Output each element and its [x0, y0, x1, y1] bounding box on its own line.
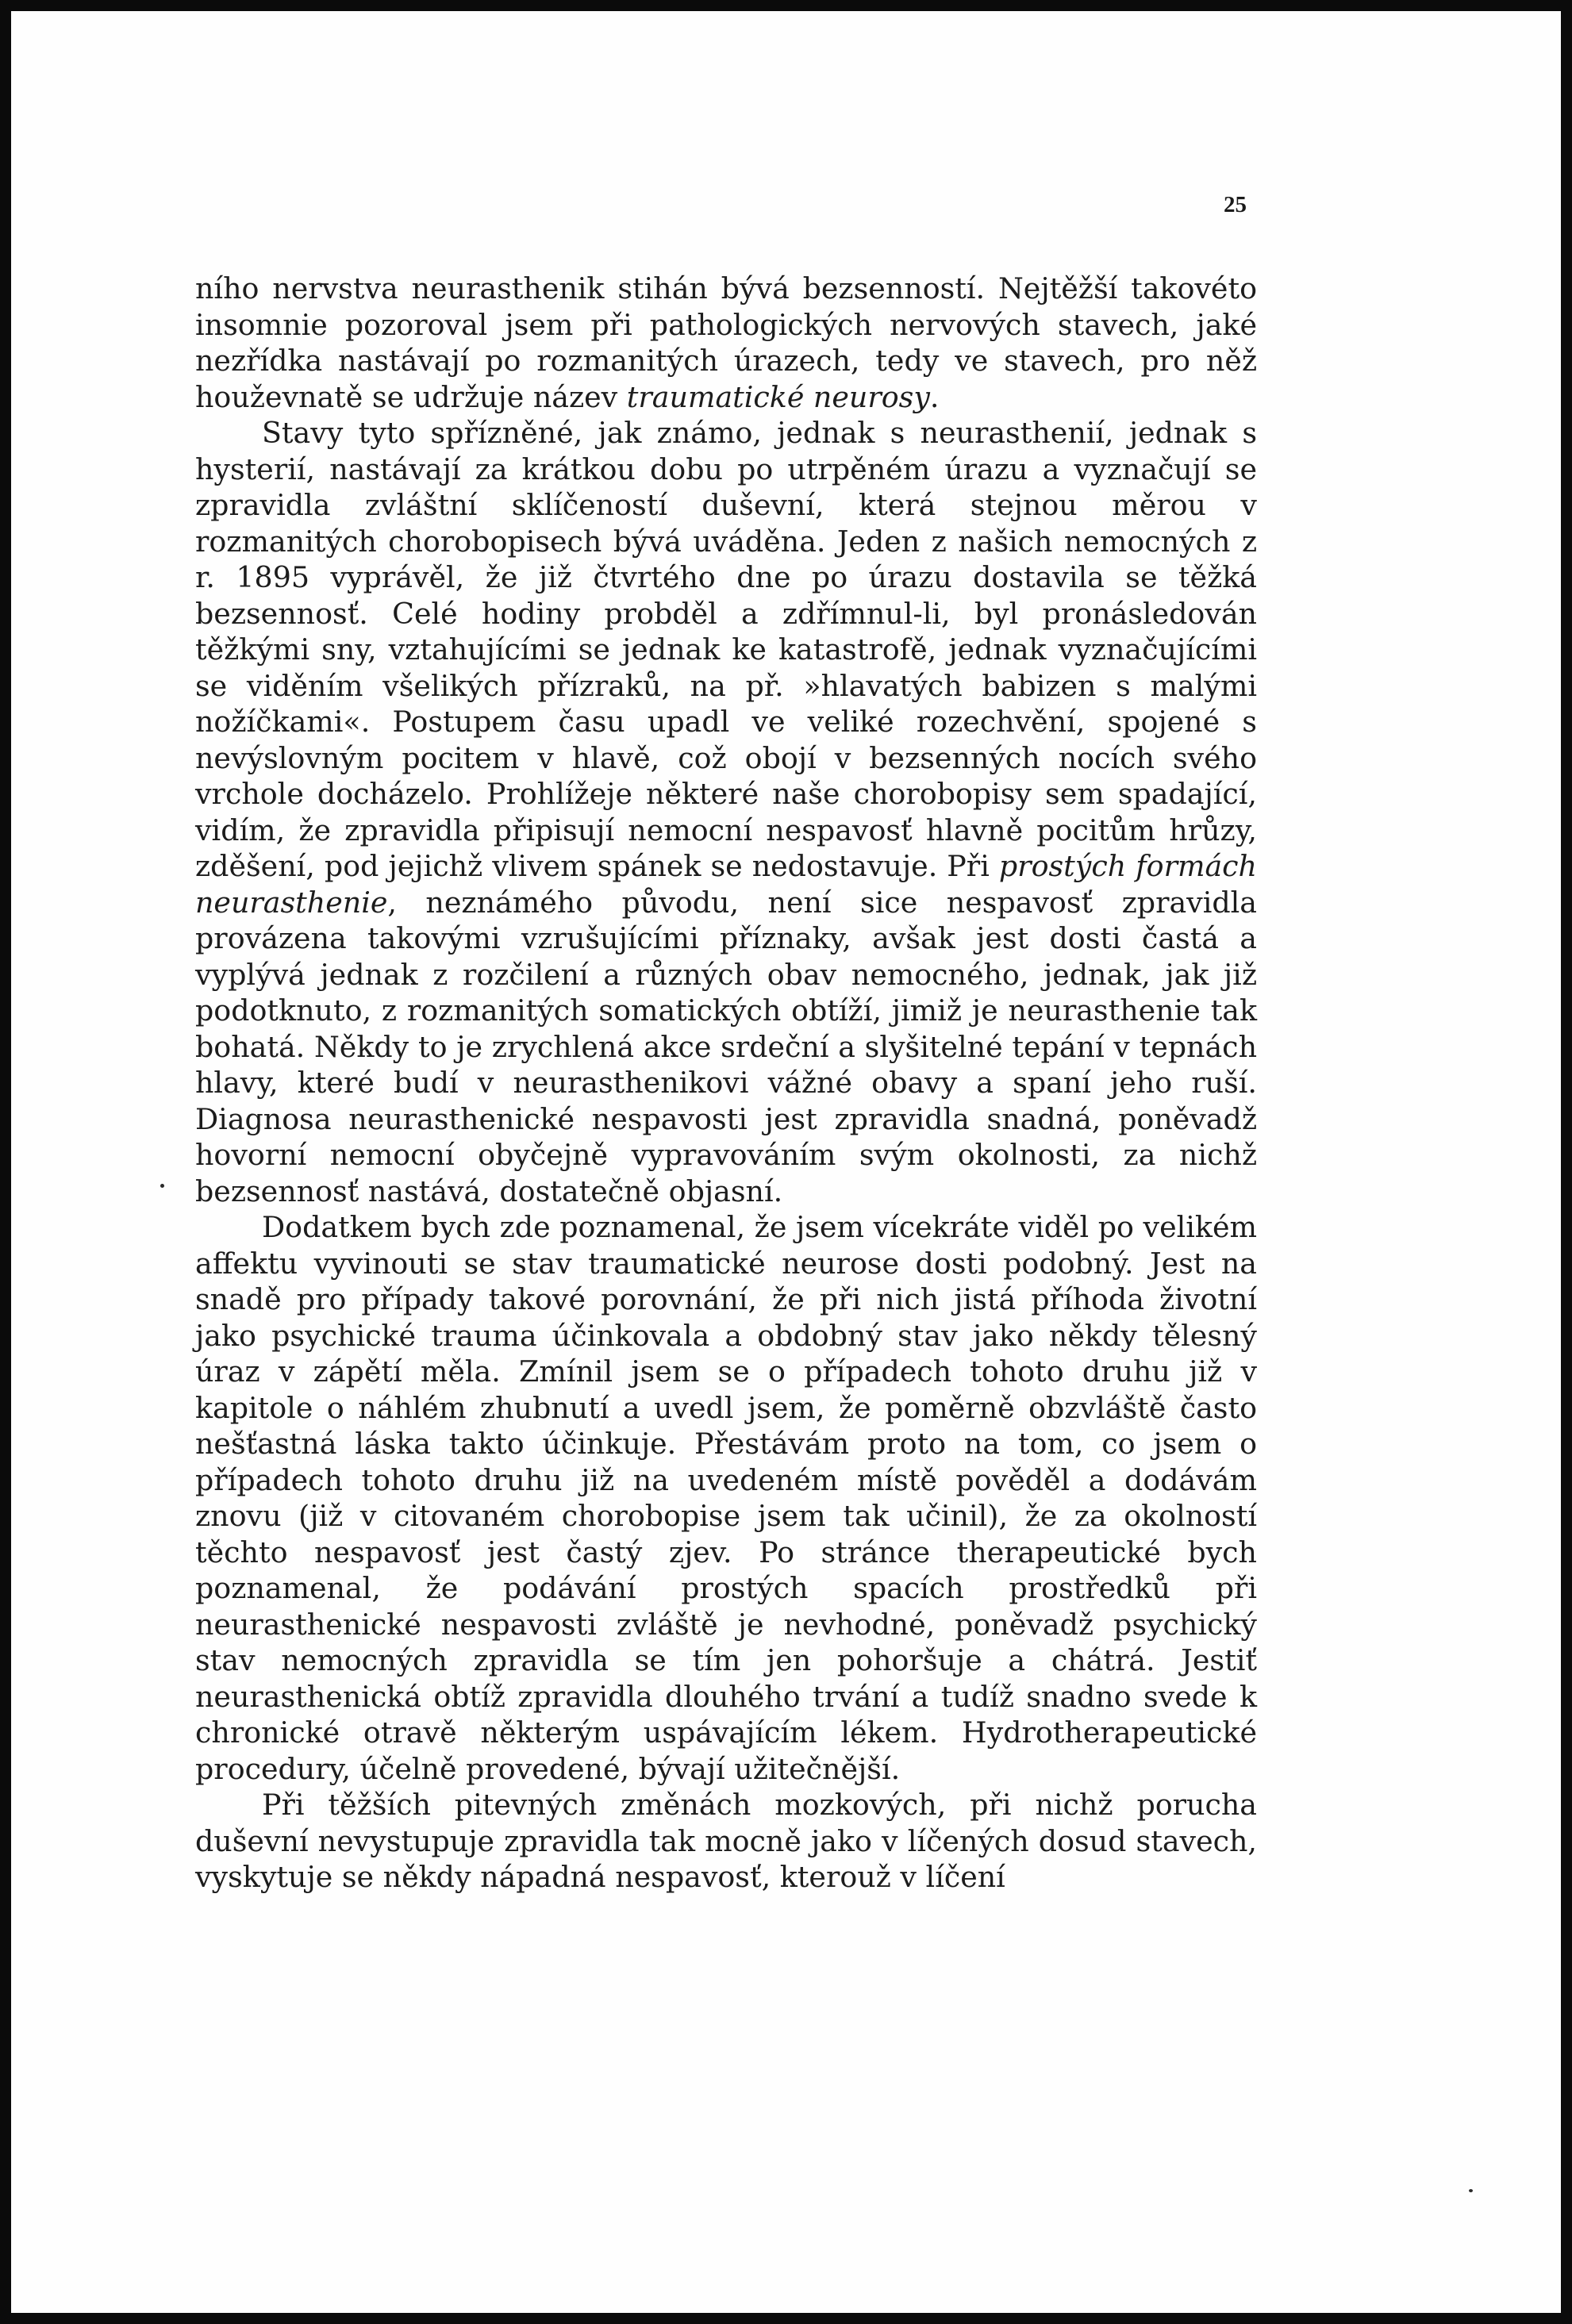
margin-speck [1469, 2189, 1473, 2192]
text-run: Stavy tyto spřízněné, jak známo, jednak s neurasthenií, jednak s hysterií, nastávají za krátkou dobu po utrpěném úrazu a vyznačují se zpravidla zvláštní sklíčeností duševní, která stejnou měrou v rozmanitých chorobopisech bývá uváděna. Jeden z našich nemocných z r. 1895 vyprávěl, že již čtvrtého dne po úrazu dostavila se těžká bezsennosť. Celé hodiny probděl a zdřímnul-li, byl pronásledován těžkými sny, vztahujícími se jednak ke katastrofě, jednak vyznačujícími se viděním všelikých přízraků, na př. »hlavatých babizen s malými nožíčkami«. Postupem času upadl ve veliké rozechvění, spojené s nevýslovným pocitem v hlavě, což obojí v bezsenných nocích svého vrchole docházelo. Prohlížeje některé naše chorobopisy sem spadající, vidím, že zpravidla připisují nemocní nespavosť hlavně pocitům hrůzy, zděšení, pod jejichž vlivem spánek se nedostavuje. Při [195, 416, 1257, 883]
text-run: Při těžších pitevných změnách mozkových, při nichž porucha duševní nevystupuje zpravidla tak mocně jako v líčených dosud stavech, vyskytuje se někdy nápadná nespavosť, kterouž v líčení [195, 1788, 1257, 1894]
paragraph [195, 1787, 1257, 1896]
margin-speck [160, 1184, 164, 1188]
paragraph [195, 271, 1257, 415]
italic-term: traumatické neurosy [626, 379, 930, 414]
text-run: Dodatkem bych zde poznamenal, že jsem vícekráte viděl po velikém affektu vyvinouti se stav traumatické neurose dosti podobný. Jest na snadě pro případy takové porovnání, že při nich jistá příhoda životní jako psychické trauma účinkovala a obdobný stav jako někdy tělesný úraz v zápětí měla. Zmínil jsem se o případech tohoto druhu již v kapitole o náhlém zhubnutí a uvedl jsem, že poměrně obzvláště často nešťastná láska takto účinkuje. Přestávám proto na tom, co jsem o případech tohoto druhu již na uvedeném místě pověděl a dodávám znovu (již v citovaném chorobopise jsem tak učinil), že za okolností těchto nespavosť jest častý zjev. Po stránce therapeutické bych poznamenal, že podávání prostých spacích prostředků při neurasthenické nespavosti zvláště je nevhodné, poněvadž psychický stav nemocných zpravidla se tím jen pohoršuje a chátrá. Jestiť neurasthenická obtíž zpravidla dlouhého trvání a tudíž snadno svede k chronické otravě některým uspávajícím lékem. Hydrotherapeutické procedury, účelně provedené, bývají užitečnější. [195, 1210, 1257, 1786]
book-page [11, 11, 1561, 2313]
text-run: , neznámého původu, není sice nespavosť zpravidla provázena takovými vzrušujícími příznaky, avšak jest dosti častá a vyplývá jednak z rozčilení a různých obav nemocného, jednak, jak již podotknuto, z rozmanitých somatických obtíží, jimiž je neurasthenie tak bohatá. Někdy to je zrychlená akce srdeční a slyšitelné tepání v tepnách hlavy, které budí v neurasthenikovi vážné obavy a spaní jeho ruší. Diagnosa neurasthenické nespavosti jest zpravidla snadná, poněvadž hovorní nemocní obyčejně vypravováním svým okolnosti, za nichž bezsennosť nastává, dostatečně objasní. [195, 885, 1257, 1208]
paragraph [195, 1209, 1257, 1787]
text-run: ního nervstva neurasthenik stihán bývá bezsenností. Nejtěžší takovéto insomnie pozoroval jsem při pathologických nervových stavech, jaké nezřídka nastávají po rozmanitých úrazech, tedy ve stavech, pro něž houževnatě se udržuje název [195, 271, 1257, 414]
italic-term: prostých formách neurasthenie [195, 849, 1257, 920]
text-run: . [929, 379, 940, 414]
body-text [195, 271, 1257, 1896]
page-number: 25 [1224, 192, 1247, 217]
paragraph [195, 415, 1257, 1209]
